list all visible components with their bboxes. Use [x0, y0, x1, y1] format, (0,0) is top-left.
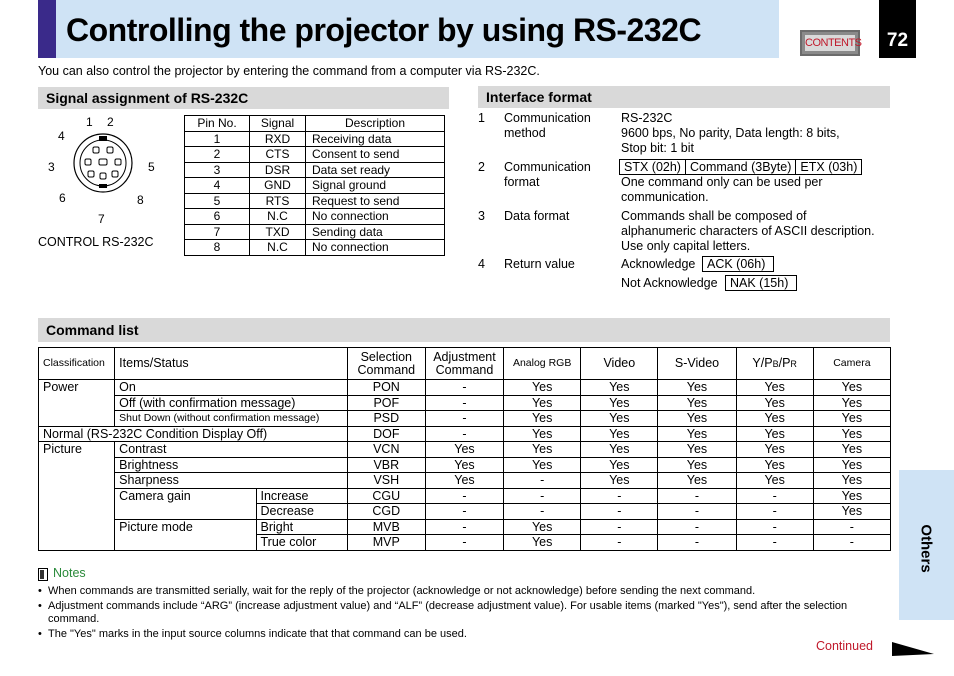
- header-camera: Camera: [813, 348, 890, 380]
- table-cell: Consent to send: [306, 147, 445, 163]
- interface-item-value: RS-232C: [621, 111, 673, 125]
- adjustment-cell: -: [425, 488, 503, 504]
- rgb-cell: Yes: [504, 442, 581, 458]
- header-selection-command: [347, 348, 425, 380]
- selection-cell: POF: [347, 395, 425, 411]
- rgb-cell: Yes: [504, 426, 581, 442]
- interface-item-label: Return value: [504, 257, 575, 271]
- note-item: [38, 628, 868, 641]
- item-cell: Off (with confirmation message): [115, 395, 348, 411]
- page-title: Controlling the projector by using RS-232C: [66, 12, 702, 48]
- video-cell: -: [581, 488, 658, 504]
- selection-cell: PSD: [347, 411, 425, 427]
- video-cell: Yes: [581, 411, 658, 427]
- ypbpr-p: /P: [778, 355, 791, 370]
- interface-item-value: Use only capital letters.: [621, 239, 751, 253]
- sub-item-cell: True color: [256, 535, 347, 551]
- camera-cell: Yes: [813, 504, 890, 520]
- note-item: [38, 585, 868, 598]
- table-cell: No connection: [306, 209, 445, 225]
- table-row: [185, 147, 445, 163]
- classification-power: Power: [39, 380, 115, 427]
- svideo-cell: Yes: [658, 411, 736, 427]
- table-row: [185, 162, 445, 178]
- command-box: Command (3Byte): [685, 159, 796, 175]
- title-accent-bar: [38, 0, 56, 58]
- adjustment-cell: -: [425, 535, 503, 551]
- header-video: Video: [581, 348, 658, 380]
- interface-item-value: One command only can be used per: [621, 175, 823, 189]
- adjustment-cell: Yes: [425, 442, 503, 458]
- table-cell: N.C: [250, 209, 306, 225]
- ypbpr-cell: Yes: [736, 442, 813, 458]
- video-cell: Yes: [581, 426, 658, 442]
- header-selection-line1: Selection: [360, 349, 413, 364]
- note-text: Adjustment commands include “ARG” (increase adjustment value) and “ALF” (decrease adjustment value). For usable items (marked "Yes"), send after the selection command.: [48, 600, 848, 625]
- camera-cell: Yes: [813, 473, 890, 489]
- table-row: [185, 224, 445, 240]
- table-cell: GND: [250, 178, 306, 194]
- table-header: Pin No.: [185, 116, 250, 132]
- table-header-row: [39, 348, 891, 380]
- pin-label-5: 5: [148, 160, 155, 174]
- continue-arrow-icon[interactable]: [890, 640, 936, 658]
- item-cell: Sharpness: [115, 473, 348, 489]
- camera-cell: -: [813, 519, 890, 535]
- command-list-table: [38, 347, 891, 551]
- selection-cell: VCN: [347, 442, 425, 458]
- table-row: [39, 488, 891, 504]
- note-bullet: •: [38, 600, 42, 612]
- nak-box: NAK (15h): [725, 275, 797, 291]
- table-row: [39, 442, 891, 458]
- ypbpr-cell: Yes: [736, 411, 813, 427]
- video-cell: Yes: [581, 457, 658, 473]
- interface-item-number: 4: [478, 257, 485, 271]
- svideo-cell: -: [658, 535, 736, 551]
- pin-label-8: 8: [137, 193, 144, 207]
- table-row: [39, 473, 891, 489]
- adjustment-cell: -: [425, 504, 503, 520]
- interface-format-heading: Interface format: [478, 86, 890, 108]
- note-bullet: •: [38, 585, 42, 597]
- item-cell: On: [115, 380, 348, 396]
- header-analog-rgb: Analog RGB: [504, 348, 581, 380]
- note-item: [38, 600, 868, 626]
- interface-item-label: Communication: [504, 160, 591, 174]
- ypbpr-cell: Yes: [736, 426, 813, 442]
- camera-cell: -: [813, 535, 890, 551]
- svideo-cell: Yes: [658, 473, 736, 489]
- selection-cell: MVP: [347, 535, 425, 551]
- header-ypbpr: [736, 348, 813, 380]
- item-cell: Picture mode: [115, 519, 256, 550]
- notes-icon: [38, 568, 49, 581]
- table-cell: N.C: [250, 240, 306, 256]
- svideo-cell: Yes: [658, 442, 736, 458]
- interface-item-value: Commands shall be composed of: [621, 209, 807, 223]
- table-row: [39, 457, 891, 473]
- ypbpr-cell: Yes: [736, 473, 813, 489]
- ypbpr-cell: -: [736, 488, 813, 504]
- note-bullet: •: [38, 628, 42, 640]
- rgb-cell: -: [504, 473, 581, 489]
- table-cell: CTS: [250, 147, 306, 163]
- ypbpr-cell: Yes: [736, 457, 813, 473]
- selection-cell: VBR: [347, 457, 425, 473]
- table-row: [185, 178, 445, 194]
- interface-item-label: format: [504, 175, 540, 189]
- selection-cell: CGU: [347, 488, 425, 504]
- item-cell: Brightness: [115, 457, 348, 473]
- table-cell: DSR: [250, 162, 306, 178]
- adjustment-cell: -: [425, 380, 503, 396]
- pin-label-3: 3: [48, 160, 55, 174]
- svideo-cell: -: [658, 488, 736, 504]
- rgb-cell: Yes: [504, 380, 581, 396]
- table-row: [39, 380, 891, 396]
- header-adjustment-line1: Adjustment: [433, 349, 496, 364]
- header-classification: Classification: [39, 348, 115, 380]
- note-text: When commands are transmitted serially, wait for the reply of the projector (acknowledge or not acknowledge) before sending the next command.: [48, 585, 756, 597]
- interface-item-number: 2: [478, 160, 485, 174]
- adjustment-cell: Yes: [425, 457, 503, 473]
- classification-normal: Normal (RS-232C Condition Display Off): [39, 426, 348, 442]
- ypbpr-y: Y/P: [752, 355, 773, 370]
- pin-label-4: 4: [58, 129, 65, 143]
- interface-item-number: 1: [478, 111, 485, 125]
- table-row: [39, 426, 891, 442]
- ypbpr-r: R: [790, 358, 797, 369]
- video-cell: -: [581, 504, 658, 520]
- adjustment-cell: -: [425, 519, 503, 535]
- table-cell: 6: [185, 209, 250, 225]
- camera-cell: Yes: [813, 426, 890, 442]
- stx-box: STX (02h): [619, 159, 686, 175]
- table-cell: 5: [185, 193, 250, 209]
- selection-cell: PON: [347, 380, 425, 396]
- interface-item-value: 9600 bps, No parity, Data length: 8 bits,: [621, 126, 840, 140]
- table-cell: Receiving data: [306, 131, 445, 147]
- table-row: [185, 131, 445, 147]
- table-cell: Data set ready: [306, 162, 445, 178]
- table-header: Signal: [250, 116, 306, 132]
- adjustment-cell: -: [425, 411, 503, 427]
- table-cell: 4: [185, 178, 250, 194]
- ack-code: [702, 256, 773, 272]
- command-list-heading: Command list: [38, 318, 890, 342]
- rgb-cell: Yes: [504, 457, 581, 473]
- item-cell: Shut Down (without confirmation message): [115, 411, 348, 427]
- page-number: 72: [879, 0, 916, 58]
- svideo-cell: Yes: [658, 395, 736, 411]
- pin-label-2: 2: [107, 115, 114, 129]
- sub-item-cell: Increase: [256, 488, 347, 504]
- adjustment-cell: -: [425, 395, 503, 411]
- ypbpr-cell: -: [736, 535, 813, 551]
- rgb-cell: -: [504, 504, 581, 520]
- camera-cell: Yes: [813, 411, 890, 427]
- table-cell: Sending data: [306, 224, 445, 240]
- table-cell: RTS: [250, 193, 306, 209]
- svideo-cell: Yes: [658, 380, 736, 396]
- camera-cell: Yes: [813, 457, 890, 473]
- acknowledge-label: Acknowledge: [621, 257, 696, 271]
- pin-label-6: 6: [59, 191, 66, 205]
- interface-item-label: method: [504, 126, 546, 140]
- table-header-row: [185, 116, 445, 132]
- table-row: [39, 411, 891, 427]
- video-cell: -: [581, 535, 658, 551]
- rgb-cell: Yes: [504, 411, 581, 427]
- header-adjustment-command: [425, 348, 503, 380]
- video-cell: Yes: [581, 473, 658, 489]
- header-selection-line2: Command: [357, 362, 416, 377]
- continued-link[interactable]: Continued: [816, 639, 873, 653]
- ack-box: ACK (06h): [702, 256, 774, 272]
- selection-cell: VSH: [347, 473, 425, 489]
- table-cell: TXD: [250, 224, 306, 240]
- rgb-cell: Yes: [504, 395, 581, 411]
- video-cell: -: [581, 519, 658, 535]
- etx-box: ETX (03h): [795, 159, 862, 175]
- table-row: [185, 209, 445, 225]
- ypbpr-b: B: [772, 358, 779, 369]
- item-cell: Camera gain: [115, 488, 256, 519]
- header-adjustment-line2: Command: [435, 362, 494, 377]
- svideo-cell: -: [658, 519, 736, 535]
- command-frame-format: [619, 159, 861, 175]
- adjustment-cell: Yes: [425, 473, 503, 489]
- adjustment-cell: -: [425, 426, 503, 442]
- camera-cell: Yes: [813, 380, 890, 396]
- table-cell: Signal ground: [306, 178, 445, 194]
- ypbpr-cell: Yes: [736, 395, 813, 411]
- selection-cell: DOF: [347, 426, 425, 442]
- ypbpr-cell: -: [736, 519, 813, 535]
- notes-title: Notes: [53, 566, 86, 580]
- svideo-cell: Yes: [658, 457, 736, 473]
- table-row: [185, 240, 445, 256]
- signal-assignment-heading: Signal assignment of RS-232C: [38, 87, 449, 109]
- interface-item-value: Stop bit: 1 bit: [621, 141, 694, 155]
- rgb-cell: Yes: [504, 519, 581, 535]
- svideo-cell: Yes: [658, 426, 736, 442]
- not-acknowledge-label: Not Acknowledge: [621, 276, 718, 290]
- ypbpr-cell: -: [736, 504, 813, 520]
- selection-cell: CGD: [347, 504, 425, 520]
- table-row: [185, 193, 445, 209]
- rgb-cell: Yes: [504, 535, 581, 551]
- camera-cell: Yes: [813, 488, 890, 504]
- header-svideo: S-Video: [658, 348, 736, 380]
- classification-picture: Picture: [39, 442, 115, 551]
- contents-button-label: CONTENTS: [805, 37, 862, 49]
- interface-item-label: Communication: [504, 111, 591, 125]
- video-cell: Yes: [581, 380, 658, 396]
- video-cell: Yes: [581, 442, 658, 458]
- interface-item-value: communication.: [621, 190, 709, 204]
- selection-cell: MVB: [347, 519, 425, 535]
- svideo-cell: -: [658, 504, 736, 520]
- table-row: [39, 519, 891, 535]
- side-tab-label: Others: [917, 524, 935, 573]
- camera-cell: Yes: [813, 395, 890, 411]
- rgb-cell: -: [504, 488, 581, 504]
- rs232c-connector-icon: [68, 128, 138, 198]
- table-cell: Request to send: [306, 193, 445, 209]
- sub-item-cell: Decrease: [256, 504, 347, 520]
- pin-assignment-table: [184, 115, 445, 256]
- table-cell: 1: [185, 131, 250, 147]
- note-text: The "Yes" marks in the input source columns indicate that that command can be used.: [48, 628, 467, 640]
- header-items-status: Items/Status: [115, 348, 348, 380]
- interface-item-value: alphanumeric characters of ASCII description.: [621, 224, 875, 238]
- connector-label: CONTROL RS-232C: [38, 235, 154, 249]
- sub-item-cell: Bright: [256, 519, 347, 535]
- table-cell: 2: [185, 147, 250, 163]
- table-row: [39, 395, 891, 411]
- camera-cell: Yes: [813, 442, 890, 458]
- table-cell: RXD: [250, 131, 306, 147]
- table-cell: 3: [185, 162, 250, 178]
- nak-code: [725, 275, 796, 291]
- contents-button[interactable]: [800, 30, 860, 56]
- ypbpr-cell: Yes: [736, 380, 813, 396]
- pin-label-1: 1: [86, 115, 93, 129]
- table-cell: 8: [185, 240, 250, 256]
- interface-item-label: Data format: [504, 209, 570, 223]
- interface-item-number: 3: [478, 209, 485, 223]
- table-cell: 7: [185, 224, 250, 240]
- pin-label-7: 7: [98, 212, 105, 226]
- intro-text: You can also control the projector by entering the command from a computer via RS-232C.: [38, 64, 540, 78]
- table-cell: No connection: [306, 240, 445, 256]
- table-header: Description: [306, 116, 445, 132]
- item-cell: Contrast: [115, 442, 348, 458]
- video-cell: Yes: [581, 395, 658, 411]
